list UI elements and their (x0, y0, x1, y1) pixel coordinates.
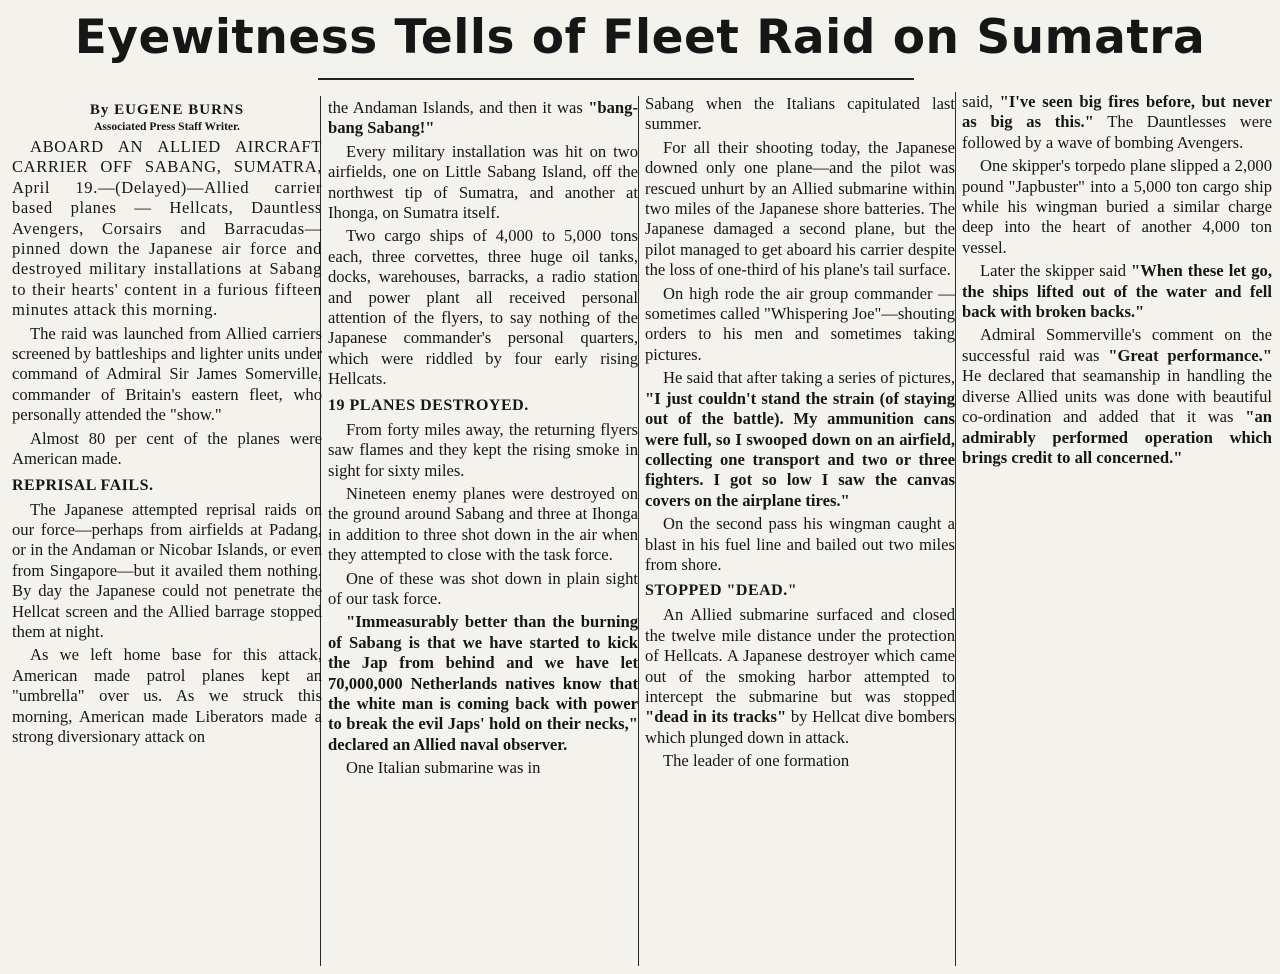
paragraph (962, 92, 1272, 153)
paragraph-text: Almost 80 per cent of the planes were American made. (12, 428, 322, 469)
paragraph (12, 645, 322, 747)
paragraph-text: Admiral Sommerville's comment on the successful raid was (962, 325, 1272, 365)
paragraph (645, 94, 955, 135)
paragraph (328, 98, 638, 139)
quote-text: "bang-bang Sabang!" (328, 98, 638, 138)
paragraph-text: Nineteen enemy planes were destroyed on the ground around Sabang and three at Ihonga in addition to three shot down in the air when they attempted to close with the task force. (328, 483, 638, 565)
headline-rule (318, 78, 914, 80)
paragraph (328, 142, 638, 224)
article-column-3 (645, 94, 955, 968)
paragraph-text: "Immeasurably better than the burning of Sabang is that we have started to kick the Jap from behind and we have let 70,000,000 Netherlands natives know that the white man is coming back with power to break the evil Japs' hold on their necks," declared an Allied naval observer. (328, 612, 638, 754)
paragraph-text: The Japanese attempted reprisal raids on our force—perhaps from airfields at Padang, or in the Andaman or Nicobar Islands, or even from Singapore—but it availed them nothing. By day the Japanese could not penetrate the Hellcat screen and the Allied barrage stopped them at night. (12, 499, 322, 641)
paragraph (328, 226, 638, 389)
paragraph (12, 429, 322, 470)
paragraph (645, 605, 955, 748)
paragraph (645, 751, 955, 771)
headline: Eyewitness Tells of Fleet Raid on Sumatra (74, 10, 1206, 65)
paragraph (645, 284, 955, 366)
byline-credit: Associated Press Staff Writer. (94, 121, 240, 133)
article-column-4 (962, 92, 1272, 966)
paragraph-text: Every military installation was hit on two airfields, one on Little Sabang Island, off the northwest tip of Sumatra, and another at Ihonga, on Sumatra itself. (328, 141, 638, 223)
byline: By EUGENE BURNS (89, 102, 245, 118)
subheading: REPRISAL FAILS. (12, 476, 154, 494)
column-divider (955, 92, 956, 966)
paragraph (328, 484, 638, 566)
column-divider (638, 96, 639, 966)
paragraph-text: Two cargo ships of 4,000 to 5,000 tons each, three corvettes, three huge oil tanks, docks, warehouses, barracks, a radio station and power plant all received personal attention of the flyers, to say nothing of the Japanese commander's personal quarters, which were riddled by four early rising Hellcats. (328, 226, 638, 389)
paragraph (645, 514, 955, 575)
paragraph (962, 156, 1272, 258)
paragraph (12, 324, 322, 426)
paragraph-text: One Italian submarine was in (346, 758, 541, 778)
subheading: STOPPED "DEAD." (645, 582, 798, 600)
paragraph (328, 612, 638, 755)
subheading: 19 PLANES DESTROYED. (328, 396, 529, 414)
article-column-1 (12, 100, 322, 974)
paragraph-text: said, (962, 92, 993, 111)
paragraph-text: An Allied submarine surfaced and closed the twelve mile distance under the protection of Hellcats. A Japanese destroyer which came out of the smoking harbor attempted to intercept the submarine but was stopped (645, 605, 955, 706)
paragraph-text: The leader of one formation (663, 751, 850, 771)
paragraph (328, 569, 638, 610)
paragraph (328, 420, 638, 481)
paragraph-text: He said that after taking a series of pictures, (663, 368, 955, 388)
paragraph-text: From forty miles away, the returning flyers saw flames and they kept the rising smoke in sight for sixty miles. (328, 419, 638, 480)
paragraph-text: the Andaman Islands, and then it was (328, 98, 583, 117)
paragraph-text: Sabang when the Italians capitulated last summer. (645, 94, 955, 134)
paragraph-text: ABOARD AN ALLIED AIRCRAFT CARRIER OFF SABANG, SUMATRA, April 19.—(Delayed)—Allied carrier based planes — Hellcats, Dauntless Avengers, Corsairs and Barracudas—pinned down the Japanese air force and destroyed military installations at Sabang to their hearts' content in a furious fifteen minutes attack this morning. (12, 137, 322, 320)
quote-text: "dead in its tracks" (645, 707, 787, 727)
paragraph-text: On high rode the air group commander — sometimes called "Whispering Joe"—shouting orders to his men and sometimes taking pictures. (645, 283, 955, 364)
paragraph-text: For all their shooting today, the Japanese downed only one plane—and the pilot was rescued unhurt by an Allied submarine within two miles of the Japanese shore batteries. The Japanese damaged a second plane, but the pilot managed to get aboard his carrier despite the loss of one-third of his plane's tail surface. (645, 137, 955, 280)
paragraph-text: He declared that seamanship in handling the diverse Allied units was done with beautiful co-ordination and added that it was (962, 366, 1272, 427)
paragraph-text: On the second pass his wingman caught a blast in his fuel line and bailed out two miles from shore. (645, 514, 955, 574)
paragraph (645, 138, 955, 281)
paragraph (328, 758, 638, 778)
article-column-2 (328, 98, 638, 972)
quote-text: "I've seen big fires before, but never as big as this." (962, 92, 1272, 132)
paragraph-text: The raid was launched from Allied carriers screened by battleships and lighter units under command of Admiral Sir James Somerville, commander of Britain's eastern fleet, who personally attended the "show." (12, 323, 322, 425)
paragraph-text: One of these was shot down in plain sight of our task force. (328, 568, 638, 608)
paragraph (645, 368, 955, 511)
paragraph (962, 325, 1272, 468)
quote-text: "Great performance." (1108, 345, 1272, 365)
paragraph (962, 261, 1272, 322)
paragraph-text: One skipper's torpedo plane slipped a 2,000 pound "Japbuster" into a 5,000 ton cargo ship while his wingman buried a similar charge deep into the heart of another 4,000 ton vessel. (962, 156, 1272, 257)
paragraph-text: Later the skipper said (980, 261, 1126, 281)
paragraph-text: As we left home base for this attack, American made patrol planes kept an "umbrella" over us. As we struck this morning, American made Liberators made a strong diversionary attack on (12, 645, 322, 746)
quote-text: "I just couldn't stand the strain (of staying out of the battle). My ammunition cans were full, so I swooped down on an airfield, collecting one transport and two or three fighters. I got so low I saw the canvas covers on the airplane tires." (645, 388, 955, 510)
paragraph-text: by Hellcat dive bombers which plunged down in attack. (645, 707, 955, 747)
paragraph (12, 137, 322, 321)
paragraph (12, 500, 322, 643)
quote-text: "When these let go, the ships lifted out of the water and fell back with broken backs." (962, 261, 1272, 322)
quote-text: "an admirably performed operation which brings credit to all concerned." (962, 407, 1272, 467)
paragraph-text: The Dauntlesses were followed by a wave of bombing Avengers. (962, 112, 1272, 152)
